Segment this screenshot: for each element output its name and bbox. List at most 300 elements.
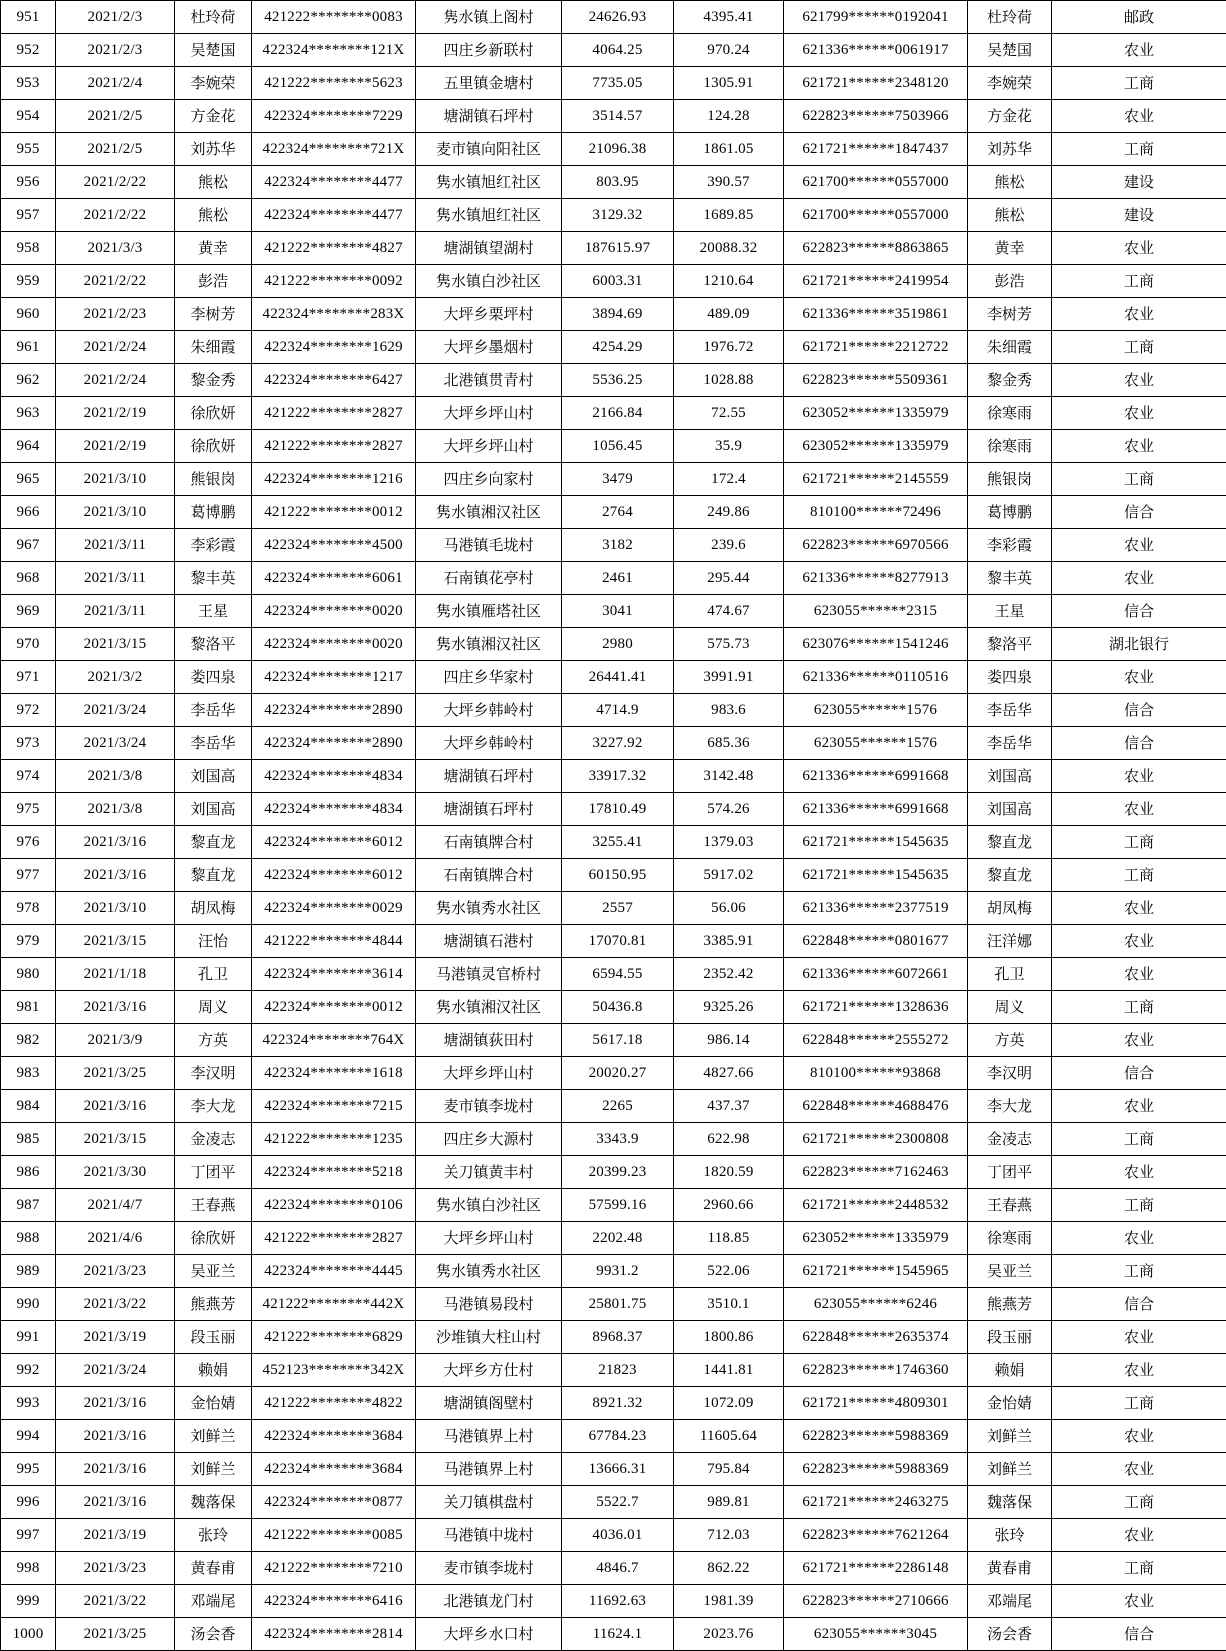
name-cell: 杜玲荷 [175, 1, 252, 34]
card-number-cell: 622848******4688476 [784, 1090, 968, 1123]
subsidy-cell: 20088.32 [674, 232, 784, 265]
address-cell: 关刀镇棋盘村 [416, 1486, 562, 1519]
address-cell: 石南镇花亭村 [416, 562, 562, 595]
row-number-cell: 969 [1, 595, 56, 628]
card-number-cell: 623055******3045 [784, 1618, 968, 1651]
amount-cell: 60150.95 [562, 859, 674, 892]
subsidy-cell: 1072.09 [674, 1387, 784, 1420]
address-cell: 隽水镇旭红社区 [416, 199, 562, 232]
amount-cell: 187615.97 [562, 232, 674, 265]
row-number-cell: 970 [1, 628, 56, 661]
amount-cell: 21823 [562, 1354, 674, 1387]
table-row [1, 826, 1226, 859]
card-number-cell: 623055******1576 [784, 694, 968, 727]
name-cell: 吴亚兰 [175, 1255, 252, 1288]
row-number-cell: 991 [1, 1321, 56, 1354]
name-cell: 刘国高 [175, 760, 252, 793]
amount-cell: 4254.29 [562, 331, 674, 364]
id-number-cell: 422324********0029 [252, 892, 416, 925]
id-number-cell: 422324********0020 [252, 595, 416, 628]
bank-cell: 工商 [1052, 1255, 1226, 1288]
row-number-cell: 986 [1, 1156, 56, 1189]
date-cell: 2021/3/16 [56, 1420, 175, 1453]
id-number-cell: 422324********1629 [252, 331, 416, 364]
row-number-cell: 998 [1, 1552, 56, 1585]
subsidy-cell: 1981.39 [674, 1585, 784, 1618]
id-number-cell: 422324********764X [252, 1024, 416, 1057]
card-number-cell: 621336******0110516 [784, 661, 968, 694]
table-row [1, 1354, 1226, 1387]
address-cell: 大坪乡坪山村 [416, 1222, 562, 1255]
table-row [1, 991, 1226, 1024]
bank-cell: 信合 [1052, 1618, 1226, 1651]
amount-cell: 3479 [562, 463, 674, 496]
id-number-cell: 421222********4827 [252, 232, 416, 265]
card-number-cell: 621336******3519861 [784, 298, 968, 331]
bank-cell: 建设 [1052, 199, 1226, 232]
date-cell: 2021/2/5 [56, 133, 175, 166]
subsidy-cell: 5917.02 [674, 859, 784, 892]
date-cell: 2021/4/6 [56, 1222, 175, 1255]
address-cell: 隽水镇白沙社区 [416, 1189, 562, 1222]
amount-cell: 4714.9 [562, 694, 674, 727]
name-cell: 徐欣妍 [175, 397, 252, 430]
amount-cell: 20020.27 [562, 1057, 674, 1090]
card-number-cell: 621721******1545635 [784, 859, 968, 892]
row-number-cell: 989 [1, 1255, 56, 1288]
id-number-cell: 421222********5623 [252, 67, 416, 100]
payee-cell: 杜玲荷 [968, 1, 1052, 34]
bank-cell: 农业 [1052, 1156, 1226, 1189]
subsidy-cell: 118.85 [674, 1222, 784, 1255]
amount-cell: 4846.7 [562, 1552, 674, 1585]
table-row [1, 925, 1226, 958]
bank-cell: 农业 [1052, 1420, 1226, 1453]
address-cell: 五里镇金塘村 [416, 67, 562, 100]
date-cell: 2021/3/24 [56, 1354, 175, 1387]
name-cell: 邓端尾 [175, 1585, 252, 1618]
card-number-cell: 623076******1541246 [784, 628, 968, 661]
bank-cell: 工商 [1052, 826, 1226, 859]
name-cell: 熊燕芳 [175, 1288, 252, 1321]
subsidy-cell: 11605.64 [674, 1420, 784, 1453]
bank-cell: 工商 [1052, 859, 1226, 892]
bank-cell: 信合 [1052, 727, 1226, 760]
bank-cell: 农业 [1052, 100, 1226, 133]
table-row [1, 298, 1226, 331]
card-number-cell: 621721******4809301 [784, 1387, 968, 1420]
table-row [1, 397, 1226, 430]
address-cell: 塘湖镇石坪村 [416, 793, 562, 826]
card-number-cell: 622823******7621264 [784, 1519, 968, 1552]
payee-cell: 徐寒雨 [968, 397, 1052, 430]
date-cell: 2021/2/22 [56, 166, 175, 199]
subsidy-cell: 862.22 [674, 1552, 784, 1585]
card-number-cell: 623052******1335979 [784, 1222, 968, 1255]
date-cell: 2021/3/23 [56, 1552, 175, 1585]
name-cell: 李彩霞 [175, 529, 252, 562]
name-cell: 刘鲜兰 [175, 1420, 252, 1453]
payee-cell: 李岳华 [968, 694, 1052, 727]
address-cell: 隽水镇湘汉社区 [416, 496, 562, 529]
name-cell: 方金花 [175, 100, 252, 133]
payee-cell: 李婉荣 [968, 67, 1052, 100]
date-cell: 2021/3/16 [56, 826, 175, 859]
amount-cell: 6594.55 [562, 958, 674, 991]
bank-cell: 工商 [1052, 133, 1226, 166]
date-cell: 2021/3/24 [56, 694, 175, 727]
subsidy-cell: 3385.91 [674, 925, 784, 958]
subsidy-cell: 986.14 [674, 1024, 784, 1057]
id-number-cell: 421222********4844 [252, 925, 416, 958]
id-number-cell: 422324********6416 [252, 1585, 416, 1618]
date-cell: 2021/3/11 [56, 529, 175, 562]
table-row [1, 364, 1226, 397]
table-row [1, 34, 1226, 67]
payee-cell: 汤会香 [968, 1618, 1052, 1651]
subsidy-cell: 1820.59 [674, 1156, 784, 1189]
date-cell: 2021/3/22 [56, 1288, 175, 1321]
amount-cell: 803.95 [562, 166, 674, 199]
subsidy-cell: 3510.1 [674, 1288, 784, 1321]
name-cell: 刘苏华 [175, 133, 252, 166]
card-number-cell: 622823******8863865 [784, 232, 968, 265]
row-number-cell: 993 [1, 1387, 56, 1420]
name-cell: 刘国高 [175, 793, 252, 826]
table-row [1, 1222, 1226, 1255]
address-cell: 大坪乡墨烟村 [416, 331, 562, 364]
id-number-cell: 422324********6427 [252, 364, 416, 397]
bank-cell: 农业 [1052, 1321, 1226, 1354]
id-number-cell: 421222********2827 [252, 397, 416, 430]
subsidy-cell: 1210.64 [674, 265, 784, 298]
payee-cell: 吴亚兰 [968, 1255, 1052, 1288]
card-number-cell: 621721******2145559 [784, 463, 968, 496]
payee-cell: 彭浩 [968, 265, 1052, 298]
table-row [1, 1519, 1226, 1552]
table-body [1, 1, 1226, 1651]
row-number-cell: 964 [1, 430, 56, 463]
amount-cell: 17810.49 [562, 793, 674, 826]
date-cell: 2021/3/9 [56, 1024, 175, 1057]
bank-cell: 工商 [1052, 1387, 1226, 1420]
payee-cell: 徐寒雨 [968, 1222, 1052, 1255]
subsidy-cell: 2960.66 [674, 1189, 784, 1222]
id-number-cell: 422324********6012 [252, 826, 416, 859]
row-number-cell: 999 [1, 1585, 56, 1618]
address-cell: 大坪乡水口村 [416, 1618, 562, 1651]
amount-cell: 13666.31 [562, 1453, 674, 1486]
card-number-cell: 810100******93868 [784, 1057, 968, 1090]
address-cell: 马港镇界上村 [416, 1420, 562, 1453]
row-number-cell: 976 [1, 826, 56, 859]
table-row [1, 1288, 1226, 1321]
bank-cell: 农业 [1052, 562, 1226, 595]
bank-cell: 工商 [1052, 265, 1226, 298]
name-cell: 黎直龙 [175, 859, 252, 892]
id-number-cell: 452123********342X [252, 1354, 416, 1387]
bank-cell: 信合 [1052, 595, 1226, 628]
name-cell: 金凌志 [175, 1123, 252, 1156]
address-cell: 隽水镇雁塔社区 [416, 595, 562, 628]
subsidy-cell: 249.86 [674, 496, 784, 529]
name-cell: 彭浩 [175, 265, 252, 298]
name-cell: 魏落保 [175, 1486, 252, 1519]
address-cell: 隽水镇上阁村 [416, 1, 562, 34]
card-number-cell: 621700******0557000 [784, 199, 968, 232]
payee-cell: 刘国高 [968, 793, 1052, 826]
table-row [1, 562, 1226, 595]
row-number-cell: 959 [1, 265, 56, 298]
table-row [1, 199, 1226, 232]
payee-cell: 黎金秀 [968, 364, 1052, 397]
amount-cell: 8921.32 [562, 1387, 674, 1420]
amount-cell: 2980 [562, 628, 674, 661]
amount-cell: 3894.69 [562, 298, 674, 331]
card-number-cell: 622823******5509361 [784, 364, 968, 397]
table-row [1, 166, 1226, 199]
name-cell: 汪怡 [175, 925, 252, 958]
bank-cell: 农业 [1052, 430, 1226, 463]
name-cell: 刘鲜兰 [175, 1453, 252, 1486]
name-cell: 汤会香 [175, 1618, 252, 1651]
payee-cell: 丁团平 [968, 1156, 1052, 1189]
bank-cell: 农业 [1052, 397, 1226, 430]
subsidy-cell: 1379.03 [674, 826, 784, 859]
amount-cell: 2764 [562, 496, 674, 529]
id-number-cell: 422324********4834 [252, 760, 416, 793]
card-number-cell: 622848******0801677 [784, 925, 968, 958]
address-cell: 马港镇易段村 [416, 1288, 562, 1321]
row-number-cell: 988 [1, 1222, 56, 1255]
payee-cell: 孔卫 [968, 958, 1052, 991]
subsidy-cell: 622.98 [674, 1123, 784, 1156]
card-number-cell: 621721******2419954 [784, 265, 968, 298]
date-cell: 2021/3/25 [56, 1618, 175, 1651]
id-number-cell: 422324********6012 [252, 859, 416, 892]
table-row [1, 1552, 1226, 1585]
address-cell: 隽水镇湘汉社区 [416, 991, 562, 1024]
row-number-cell: 971 [1, 661, 56, 694]
bank-cell: 工商 [1052, 331, 1226, 364]
name-cell: 黎金秀 [175, 364, 252, 397]
address-cell: 大坪乡坪山村 [416, 397, 562, 430]
id-number-cell: 421222********0012 [252, 496, 416, 529]
payee-cell: 朱细霞 [968, 331, 1052, 364]
amount-cell: 2265 [562, 1090, 674, 1123]
bank-cell: 农业 [1052, 1519, 1226, 1552]
payee-cell: 王星 [968, 595, 1052, 628]
subsidy-cell: 970.24 [674, 34, 784, 67]
name-cell: 孔卫 [175, 958, 252, 991]
table-row [1, 133, 1226, 166]
payee-cell: 徐寒雨 [968, 430, 1052, 463]
table-row [1, 1057, 1226, 1090]
id-number-cell: 422324********4477 [252, 199, 416, 232]
payee-cell: 刘国高 [968, 760, 1052, 793]
amount-cell: 3129.32 [562, 199, 674, 232]
id-number-cell: 422324********283X [252, 298, 416, 331]
row-number-cell: 1000 [1, 1618, 56, 1651]
amount-cell: 20399.23 [562, 1156, 674, 1189]
date-cell: 2021/2/5 [56, 100, 175, 133]
name-cell: 朱细霞 [175, 331, 252, 364]
subsidy-cell: 2352.42 [674, 958, 784, 991]
row-number-cell: 954 [1, 100, 56, 133]
address-cell: 隽水镇旭红社区 [416, 166, 562, 199]
address-cell: 石南镇牌合村 [416, 859, 562, 892]
bank-cell: 工商 [1052, 1486, 1226, 1519]
row-number-cell: 974 [1, 760, 56, 793]
address-cell: 大坪乡方仕村 [416, 1354, 562, 1387]
card-number-cell: 621799******0192041 [784, 1, 968, 34]
date-cell: 2021/3/10 [56, 463, 175, 496]
address-cell: 大坪乡韩岭村 [416, 727, 562, 760]
card-number-cell: 622823******6970566 [784, 529, 968, 562]
card-number-cell: 622823******2710666 [784, 1585, 968, 1618]
payee-cell: 黄幸 [968, 232, 1052, 265]
subsidy-cell: 390.57 [674, 166, 784, 199]
date-cell: 2021/3/19 [56, 1519, 175, 1552]
address-cell: 塘湖镇荻田村 [416, 1024, 562, 1057]
amount-cell: 7735.05 [562, 67, 674, 100]
subsidy-cell: 124.28 [674, 100, 784, 133]
payee-cell: 赖娟 [968, 1354, 1052, 1387]
bank-cell: 农业 [1052, 1222, 1226, 1255]
table-row [1, 958, 1226, 991]
amount-cell: 11692.63 [562, 1585, 674, 1618]
id-number-cell: 421222********2827 [252, 1222, 416, 1255]
row-number-cell: 953 [1, 67, 56, 100]
row-number-cell: 975 [1, 793, 56, 826]
bank-cell: 农业 [1052, 760, 1226, 793]
date-cell: 2021/2/24 [56, 364, 175, 397]
id-number-cell: 421222********0083 [252, 1, 416, 34]
table-row [1, 496, 1226, 529]
date-cell: 2021/3/8 [56, 760, 175, 793]
address-cell: 马港镇界上村 [416, 1453, 562, 1486]
date-cell: 2021/3/22 [56, 1585, 175, 1618]
card-number-cell: 621336******6991668 [784, 760, 968, 793]
id-number-cell: 422324********3614 [252, 958, 416, 991]
bank-cell: 农业 [1052, 364, 1226, 397]
bank-cell: 建设 [1052, 166, 1226, 199]
address-cell: 大坪乡栗坪村 [416, 298, 562, 331]
table-row [1, 529, 1226, 562]
payee-cell: 周义 [968, 991, 1052, 1024]
date-cell: 2021/2/22 [56, 265, 175, 298]
amount-cell: 25801.75 [562, 1288, 674, 1321]
id-number-cell: 422324********7215 [252, 1090, 416, 1123]
name-cell: 赖娟 [175, 1354, 252, 1387]
card-number-cell: 621336******6991668 [784, 793, 968, 826]
bank-cell: 信合 [1052, 1057, 1226, 1090]
id-number-cell: 422324********4477 [252, 166, 416, 199]
address-cell: 大坪乡韩岭村 [416, 694, 562, 727]
subsidy-cell: 295.44 [674, 562, 784, 595]
payee-cell: 娄四泉 [968, 661, 1052, 694]
address-cell: 塘湖镇阁壁村 [416, 1387, 562, 1420]
bank-cell: 农业 [1052, 1024, 1226, 1057]
name-cell: 黎直龙 [175, 826, 252, 859]
name-cell: 丁团平 [175, 1156, 252, 1189]
row-number-cell: 952 [1, 34, 56, 67]
subsidy-cell: 239.6 [674, 529, 784, 562]
subsidy-cell: 9325.26 [674, 991, 784, 1024]
card-number-cell: 623055******1576 [784, 727, 968, 760]
date-cell: 2021/2/3 [56, 1, 175, 34]
date-cell: 2021/1/18 [56, 958, 175, 991]
table-row [1, 1321, 1226, 1354]
date-cell: 2021/2/24 [56, 331, 175, 364]
address-cell: 麦市镇李垅村 [416, 1552, 562, 1585]
bank-cell: 工商 [1052, 991, 1226, 1024]
row-number-cell: 984 [1, 1090, 56, 1123]
payee-cell: 黎丰英 [968, 562, 1052, 595]
amount-cell: 9931.2 [562, 1255, 674, 1288]
subsidy-cell: 474.67 [674, 595, 784, 628]
date-cell: 2021/3/24 [56, 727, 175, 760]
card-number-cell: 622823******5988369 [784, 1453, 968, 1486]
row-number-cell: 979 [1, 925, 56, 958]
address-cell: 四庄乡新联村 [416, 34, 562, 67]
name-cell: 吴楚国 [175, 34, 252, 67]
bank-cell: 信合 [1052, 694, 1226, 727]
card-number-cell: 622823******1746360 [784, 1354, 968, 1387]
payee-cell: 熊松 [968, 166, 1052, 199]
name-cell: 黎洛平 [175, 628, 252, 661]
address-cell: 塘湖镇石坪村 [416, 100, 562, 133]
name-cell: 胡凤梅 [175, 892, 252, 925]
amount-cell: 8968.37 [562, 1321, 674, 1354]
table-row [1, 694, 1226, 727]
date-cell: 2021/3/30 [56, 1156, 175, 1189]
bank-cell: 湖北银行 [1052, 628, 1226, 661]
address-cell: 隽水镇湘汉社区 [416, 628, 562, 661]
id-number-cell: 422324********3684 [252, 1453, 416, 1486]
table-row [1, 1189, 1226, 1222]
payee-cell: 刘苏华 [968, 133, 1052, 166]
row-number-cell: 958 [1, 232, 56, 265]
date-cell: 2021/3/8 [56, 793, 175, 826]
subsidy-cell: 574.26 [674, 793, 784, 826]
amount-cell: 3343.9 [562, 1123, 674, 1156]
card-number-cell: 623052******1335979 [784, 397, 968, 430]
date-cell: 2021/3/2 [56, 661, 175, 694]
card-number-cell: 621336******6072661 [784, 958, 968, 991]
amount-cell: 3255.41 [562, 826, 674, 859]
amount-cell: 6003.31 [562, 265, 674, 298]
subsidy-cell: 4395.41 [674, 1, 784, 34]
card-number-cell: 622823******7162463 [784, 1156, 968, 1189]
subsidy-cell: 437.37 [674, 1090, 784, 1123]
payee-cell: 熊松 [968, 199, 1052, 232]
bank-cell: 农业 [1052, 793, 1226, 826]
amount-cell: 3227.92 [562, 727, 674, 760]
row-number-cell: 966 [1, 496, 56, 529]
table-row [1, 859, 1226, 892]
address-cell: 北港镇贯青村 [416, 364, 562, 397]
row-number-cell: 997 [1, 1519, 56, 1552]
subsidy-cell: 685.36 [674, 727, 784, 760]
amount-cell: 5536.25 [562, 364, 674, 397]
date-cell: 2021/2/22 [56, 199, 175, 232]
card-number-cell: 622823******5988369 [784, 1420, 968, 1453]
name-cell: 徐欣妍 [175, 430, 252, 463]
date-cell: 2021/3/16 [56, 1486, 175, 1519]
table-row [1, 1156, 1226, 1189]
subsidy-cell: 983.6 [674, 694, 784, 727]
